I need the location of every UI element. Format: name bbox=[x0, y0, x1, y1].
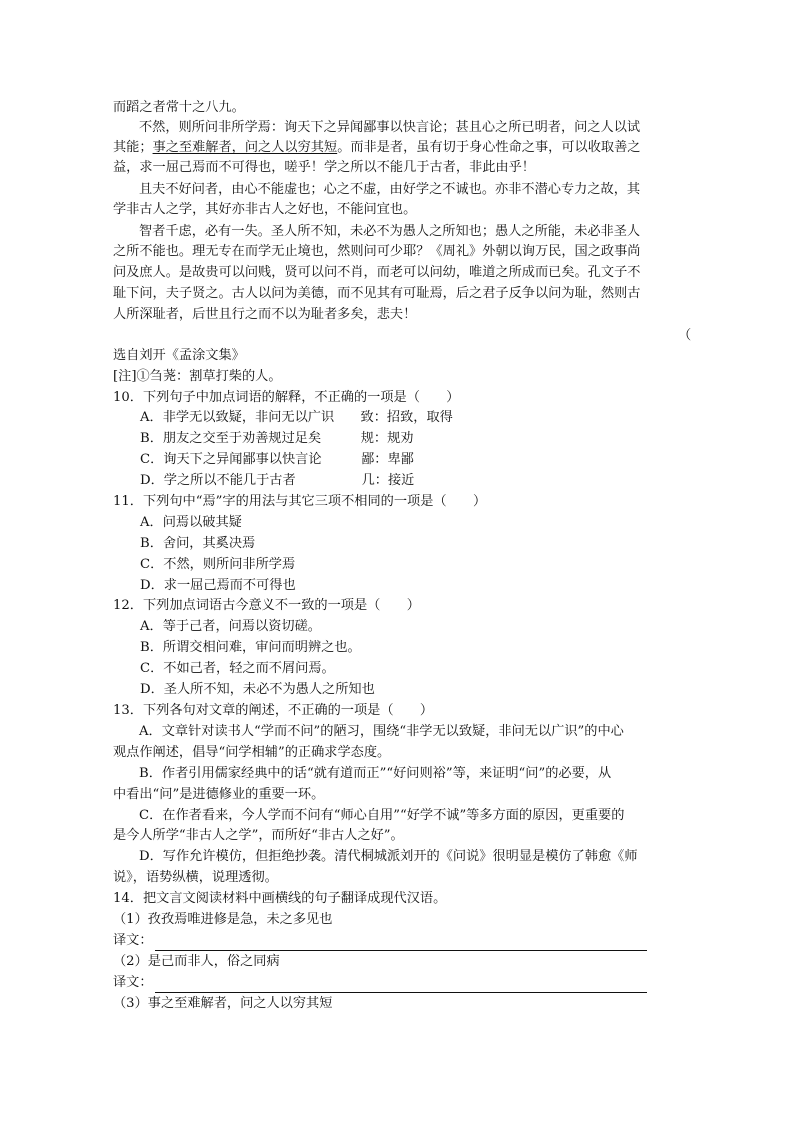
question-stem: 10．下列句子中加点词语的解释，不正确的一项是（ ） bbox=[113, 390, 460, 405]
question-stem: 11．下列句中“焉”字的用法与其它三项不相同的一项是（ ） bbox=[113, 494, 487, 509]
option: B．舍问，其奚决焉 bbox=[140, 536, 256, 551]
passage-line: 学非古人之学，其好亦非古人之好也，不能问宜也。 bbox=[113, 202, 417, 217]
option: A．等于己者，问焉以资切磋。 bbox=[140, 619, 321, 634]
passage-line: 人所深耻者，后世且行之而不以为耻者多矣，悲夫！ bbox=[113, 307, 417, 322]
option: D．圣人所不知，未必不为愚人之所知也 bbox=[140, 682, 375, 697]
option: C．不如己者，轻之而不屑问焉。 bbox=[140, 661, 335, 676]
question-stem: 14．把文言文阅读材料中画横线的句子翻译成现代汉语。 bbox=[113, 891, 447, 906]
translation-item: （1）孜孜焉唯进修是急，未之多见也 bbox=[113, 912, 333, 927]
option-continuation: 说》，语势纵横，说理透彻。 bbox=[113, 870, 278, 885]
passage-line: 问及庶人。是故贵可以问贱，贤可以问不肖，而老可以问幼，唯道之所成而已矣。孔文子不 bbox=[113, 265, 641, 280]
option: B．所谓交相问难，审问而明辨之也。 bbox=[140, 640, 361, 655]
option: B．朋友之交至于劝善规过足矣 规：规劝 bbox=[140, 431, 414, 446]
translation-item: （2）是己而非人，俗之同病 bbox=[113, 954, 280, 969]
option-continuation: 是今人所学“非古人之学”，而所好“非古人之好”。 bbox=[113, 828, 404, 843]
passage-line: 之所不能也。理无专在而学无止境也，然则问可少耶？《周礼》外朝以询万民，国之政事尚 bbox=[113, 244, 641, 259]
answer-line[interactable] bbox=[113, 973, 647, 993]
passage-line: 耻下问，夫子贤之。古人以问为美德，而不见其有可耻焉，后之君子反争以问为耻，然则古 bbox=[113, 286, 641, 301]
passage-line: 且夫不好问者，由心不能虚也；心之不虚，由好学之不诚也。亦非不潜心专力之故，其 bbox=[139, 182, 641, 197]
question-stem: 12．下列加点词语古今意义不一致的一项是（ ） bbox=[113, 598, 420, 613]
answer-label: 译文： bbox=[113, 933, 153, 948]
open-paren: （ bbox=[678, 328, 692, 343]
answer-line[interactable] bbox=[113, 931, 647, 951]
option: A．问焉以破其疑 bbox=[140, 515, 242, 530]
option: B．作者引用儒家经典中的话“就有道而正”“好问则裕”等，来证明“问”的必要，从 bbox=[139, 766, 612, 781]
option: D．写作允许模仿，但拒绝抄袭。清代桐城派刘开的《问说》很明显是模仿了韩愈《师 bbox=[139, 849, 638, 864]
passage-line: 益，求一屈己焉而不可得也，嗟乎！学之所以不能几于古者，非此由乎！ bbox=[113, 160, 535, 175]
option: C．询天下之异闻鄙事以快言论 鄙：卑鄙 bbox=[140, 452, 414, 467]
passage-line: 智者千虑，必有一失。圣人所不知，未必不为愚人之所知也；愚人之所能，未必非圣人 bbox=[139, 224, 641, 239]
option: D．求一屈己焉而不可得也 bbox=[140, 578, 296, 593]
translation-item: （3）事之至难解者，问之人以穷其短 bbox=[113, 996, 333, 1011]
option-continuation: 中看出“问”是进德修业的重要一环。 bbox=[113, 787, 325, 802]
option-continuation: 观点作阐述，倡导“问学相辅”的正确求学态度。 bbox=[113, 745, 391, 760]
option: D．学之所以不能几于古者 几：接近 bbox=[140, 473, 415, 488]
footnote: [注]①刍荛：割草打柴的人。 bbox=[113, 369, 282, 384]
option: C．在作者看来，今人学而不问有“师心自用”“好学不诚”等多方面的原因，更重要的 bbox=[139, 808, 625, 823]
question-stem: 13．下列各句对文章的阐述，不正确的一项是（ ） bbox=[113, 703, 434, 718]
passage-line: 不然，则所问非所学焉：询天下之异闻鄙事以快言论；甚且心之所已明者，问之人以试 bbox=[139, 120, 641, 135]
option: C．不然，则所问非所学焉 bbox=[140, 557, 296, 572]
passage-line: 而蹈之者常十之八九。 bbox=[113, 100, 245, 115]
answer-label: 译文： bbox=[113, 975, 153, 990]
answer-blank[interactable] bbox=[155, 978, 647, 993]
answer-blank[interactable] bbox=[155, 936, 647, 951]
passage-line: 其能；事之至难解者，问之人以穷其短。而非是者，虽有切于身心性命之事，可以收取善之 bbox=[113, 140, 641, 155]
source-citation: 选自刘开《孟涂文集》 bbox=[113, 348, 245, 363]
option: A．文章针对读书人“学而不问”的陋习，围绕“非学无以致疑，非问无以广识”的中心 bbox=[139, 724, 624, 739]
option: A．非学无以致疑，非问无以广识 致：招致，取得 bbox=[140, 410, 453, 425]
underlined-sentence: 事之至难解者，问之人以穷其短 bbox=[152, 140, 338, 155]
